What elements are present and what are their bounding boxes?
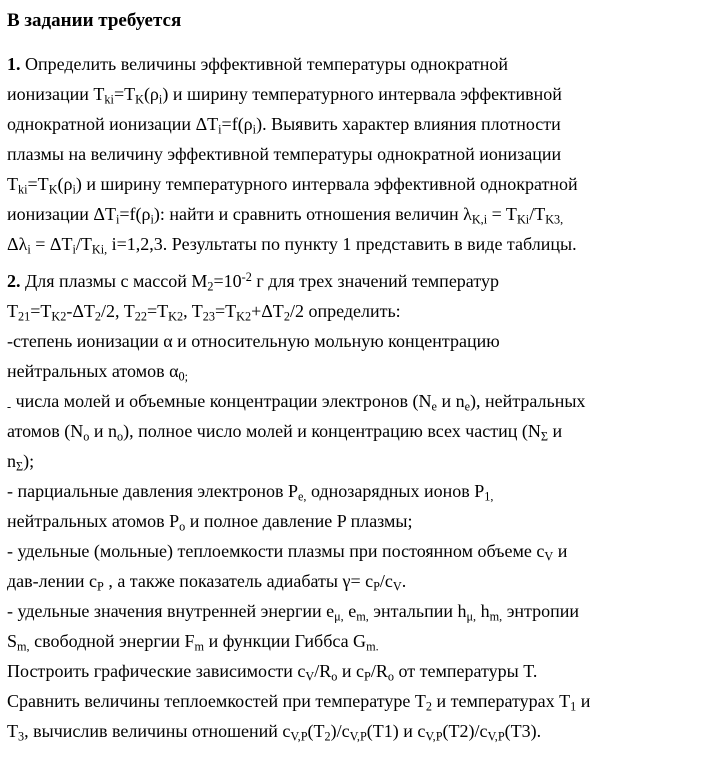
text-line: $T_{21}=T_{K2}-\Delta T_2/2$, $T_{22}=T_{K2}$, $T_{23}=T_{K2}+\Delta T_2/2$ определить: bbox=[7, 301, 401, 324]
text-line: - парциальные давления электронов $P_{e,}$ однозарядных ионов $P_{1,}$ bbox=[7, 481, 494, 504]
text-line: ионизации $\Delta T_i=f(\rho_i)$: найти и сравнить отношения величин $\lambda_{K,i} = T_{Ki}/T_{K3,}$ bbox=[7, 204, 564, 227]
text-line: $_-$ числа молей и объемные концентрации электронов ($N_e$ и $n_e$), нейтральных bbox=[7, 391, 586, 414]
text-line: -степень ионизации α и относительную мольную концентрацию bbox=[7, 331, 500, 351]
text-line: $S_{m,}$ свободной энергии $F_m$ и функции Гиббса $G_{m.}$ bbox=[7, 631, 379, 654]
text-line: $T_{ki}=T_K(\rho_i)$ и ширину температурного интервала эффективной однократной bbox=[7, 174, 578, 197]
text-line: 1. Определить величины эффективной температуры однократной bbox=[7, 54, 509, 74]
text-line: - удельные значения внутренней энергии $e_{\mu,}$ $e_{m,}$ энтальпии $h_{\mu,}$ $h_{m,}$ энтропии bbox=[7, 601, 580, 624]
text-line: атомов ($N_o$ и $n_o$), полное число молей и концентрацию всех частиц ($N_\Sigma$ и bbox=[7, 421, 563, 444]
document-title: В задании требуется bbox=[7, 10, 182, 31]
text-line: $T_3$, вычислив величины отношений $c_{V,P}(T_2)/c_{V,P}(T1)$ и $c_{V,P}(T2)/c_{V,P}(T3)$. bbox=[7, 721, 542, 744]
text-line: - удельные (мольные) теплоемкости плазмы при постоянном объеме $c_V$ и bbox=[7, 541, 568, 564]
text-line: $\Delta\lambda_i = \Delta T_i/T_{Ki,}$ i=1,2,3. Результаты по пункту 1 представить в виде таблицы. bbox=[7, 234, 577, 257]
text-line: дав-лении $c_P$ , а также показатель адиабаты $\gamma= c_P/c_V$. bbox=[7, 571, 407, 594]
text-line: нейтральных атомов $P_o$ и полное давление P плазмы; bbox=[7, 511, 413, 534]
text-line: Сравнить величины теплоемкостей при температуре $T_2$ и температурах $T_1$ и bbox=[7, 691, 591, 714]
text-line: 2. Для плазмы с массой $M_2=10^{-2}$ г для трех значений температур bbox=[7, 269, 499, 294]
text-line: $n_\Sigma$); bbox=[7, 451, 35, 474]
task-2-paragraph bbox=[7, 266, 708, 746]
text-line: Построить графические зависимости $c_V/R_o$ и $c_P/R_o$ от температуры T. bbox=[7, 661, 538, 684]
text-line: нейтральных атомов $\alpha_{0;}$ bbox=[7, 361, 189, 384]
text-line: однократной ионизации $\Delta T_i=f(\rho_i)$. Выявить характер влияния плотности bbox=[7, 114, 561, 137]
text-line: ионизации $T_{ki}=T_K(\rho_i)$ и ширину температурного интервала эффективной bbox=[7, 84, 562, 107]
task-1-paragraph bbox=[7, 49, 708, 259]
text-line: плазмы на величину эффективной температуры однократной ионизации bbox=[7, 144, 562, 164]
